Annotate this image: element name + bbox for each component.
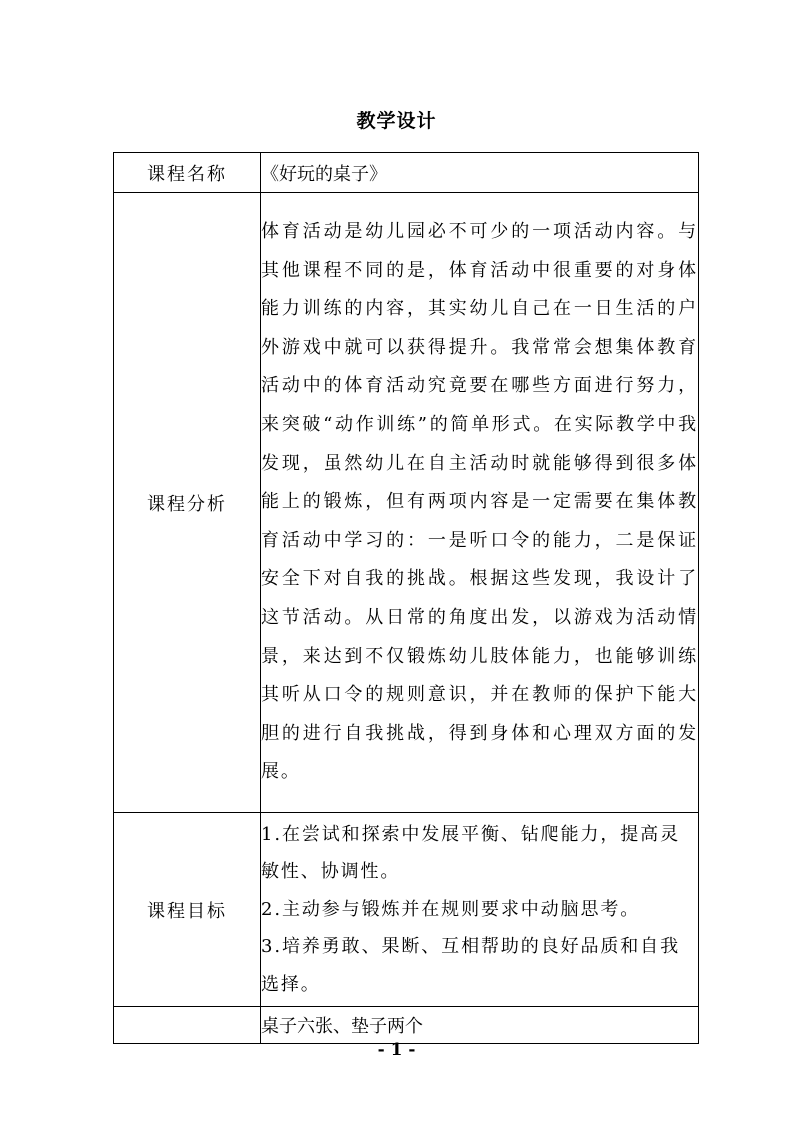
lesson-plan-table bbox=[113, 152, 699, 1044]
course-name-label: 课程名称 bbox=[114, 153, 261, 193]
document-title: 教学设计 bbox=[356, 110, 437, 132]
materials-label bbox=[114, 1007, 261, 1044]
course-analysis-content bbox=[261, 193, 699, 813]
course-analysis-label: 课程分析 bbox=[114, 193, 261, 813]
goal-item: 3.培养勇敢、果断、互相帮助的良好品质和自我选择。 bbox=[261, 936, 680, 995]
course-goals-content bbox=[261, 813, 699, 1007]
goal-item: 2.主动参与锻炼并在规则要求中动脑思考。 bbox=[261, 898, 641, 920]
course-goals-label: 课程目标 bbox=[114, 813, 261, 1007]
table-row-course-name bbox=[114, 153, 699, 193]
course-analysis-text: 体育活动是幼儿园必不可少的一项活动内容。与其他课程不同的是，体育活动中很重要的对身体能力训练的内容，其实幼儿自己在一日生活的户外游戏中就可以获得提升。我常常会想集体教育活动中的体育活动究竟要在哪些方面进行努力，来突破“动作训练”的简单形式。在实际教学中我发现，虽然幼儿在自主活动时就能够得到很多体能上的锻炼，但有两项内容是一定需要在集体教育活动中学习的：一是听口令的能力，二是保证安全下对自我的挑战。根据这些发现，我设计了这节活动。从日常的角度出发，以游戏为活动情景，来达到不仅锻炼幼儿肢体能力，也能够训练其听从口令的规则意识，并在教师的保护下能大胆的进行自我挑战，得到身体和心理双方面的发展。 bbox=[261, 221, 698, 783]
table-row-course-goals bbox=[114, 813, 699, 1007]
materials-value: 桌子六张、垫子两个 bbox=[261, 1007, 699, 1044]
table-row-course-analysis bbox=[114, 193, 699, 813]
table-row-materials bbox=[114, 1007, 699, 1044]
page-number: - 1 - bbox=[377, 1040, 416, 1060]
course-name-value: 《好玩的桌子》 bbox=[261, 153, 699, 193]
goal-item: 1.在尝试和探索中发展平衡、钻爬能力，提高灵敏性、协调性。 bbox=[261, 823, 680, 883]
